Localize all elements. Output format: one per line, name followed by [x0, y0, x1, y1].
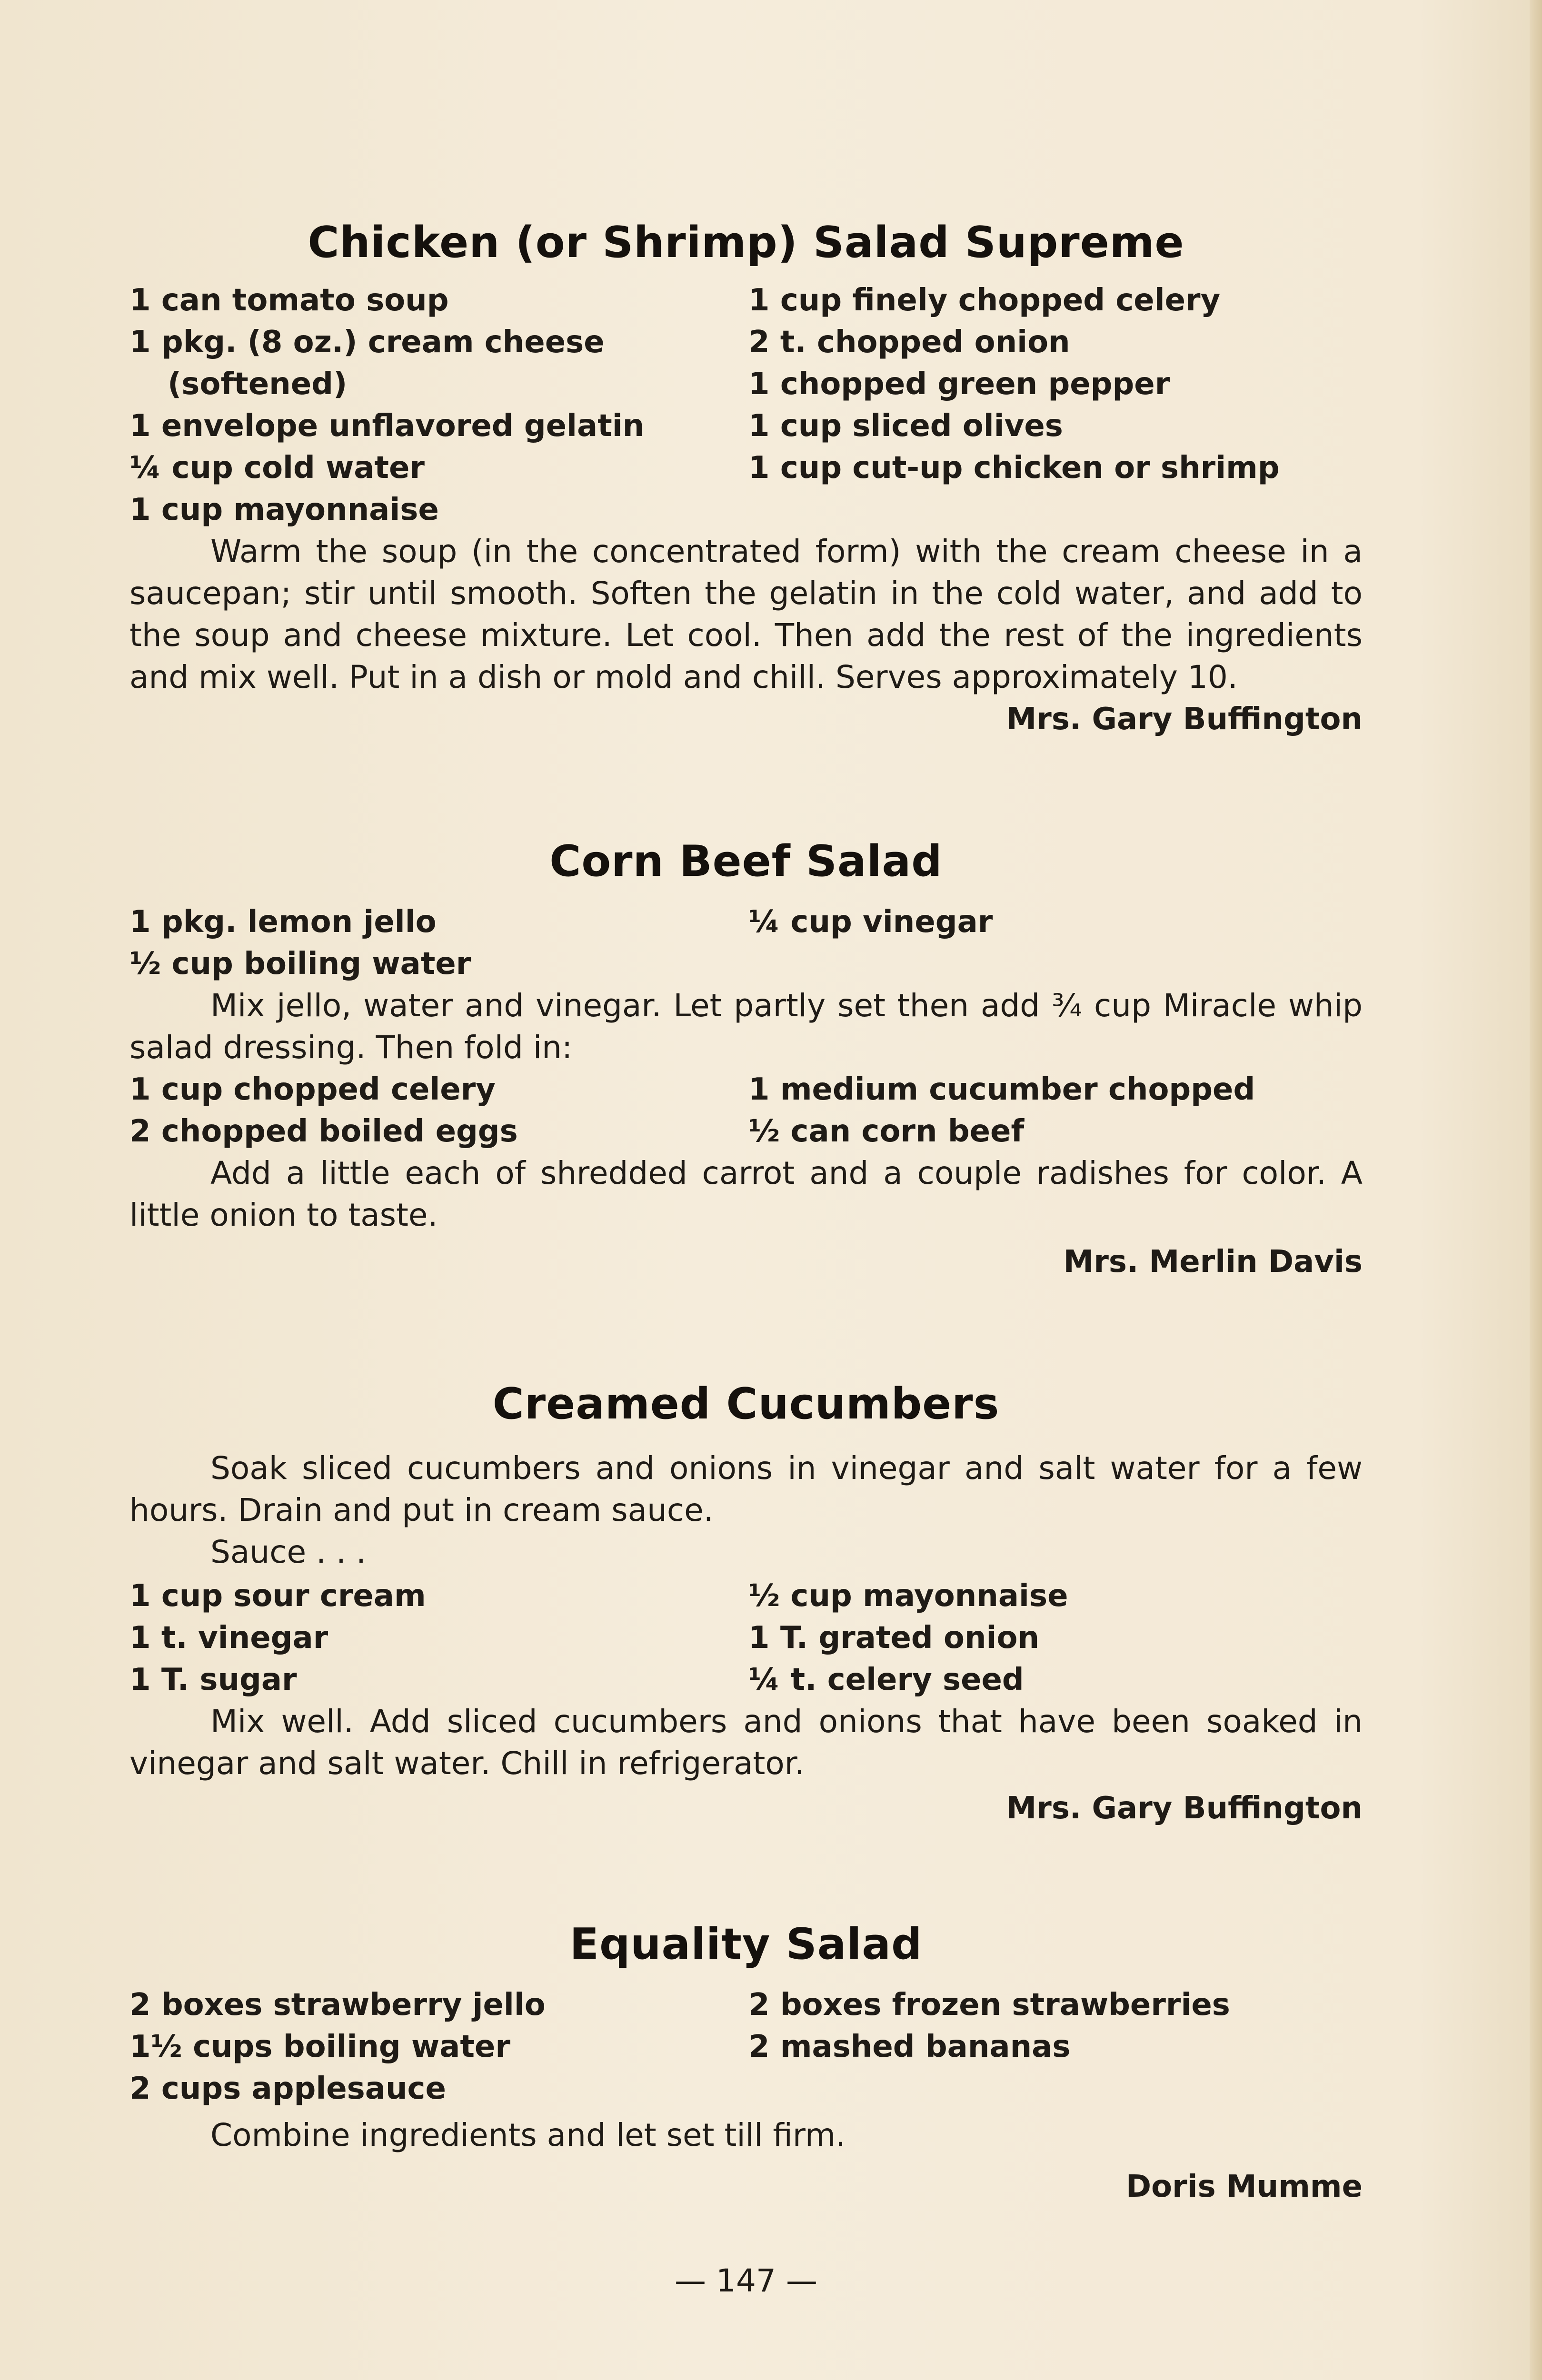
recipe-intro: Soak sliced cucumbers and onions in vinegar and salt water for a few hours. Drain and put in cream sauce. — [129, 1450, 1363, 1528]
ingredients-left — [129, 1984, 748, 2110]
ingredient: 1 pkg. lemon jello — [129, 904, 437, 940]
ingredient: 1 cup cut-up chicken or shrimp — [748, 450, 1280, 486]
ingredients-left — [129, 1575, 748, 1701]
ingredient: 1 cup sliced olives — [748, 408, 1063, 444]
ingredients-right — [748, 1069, 1363, 1152]
ingredient: 1½ cups boiling water — [129, 2029, 510, 2064]
recipe-corn-beef-salad — [129, 835, 1363, 1283]
ingredient: ¼ t. celery seed — [748, 1662, 1024, 1697]
ingredient: 1 t. vinegar — [129, 1620, 328, 1656]
recipe-directions: Mix jello, water and vinegar. Let partly set then add ¾ cup Miracle whip salad dressing. Then fold in: — [129, 987, 1363, 1066]
ingredient: 1 can tomato soup — [129, 283, 449, 318]
recipe-directions: Warm the soup (in the concentrated form) with the cream cheese in a saucepan; stir until smooth. Soften the gelatin in the cold water, and add to the soup and cheese mixture. Let cool. Then add the rest of the ingredients and mix well. Put in a dish or mold and chill. Serves approximately 10. — [129, 533, 1363, 695]
recipe-title: Chicken (or Shrimp) Salad Supreme — [308, 218, 1184, 268]
ingredient: ½ cup boiling water — [129, 946, 471, 982]
ingredient: 2 t. chopped onion — [748, 325, 1070, 360]
ingredients-left — [129, 279, 748, 531]
recipe-author: Doris Mumme — [1126, 2169, 1363, 2204]
ingredient: ½ can corn beef — [748, 1114, 1025, 1149]
ingredient: 1 T. grated onion — [748, 1620, 1039, 1656]
ingredients-left — [129, 1069, 748, 1152]
recipe-chicken-shrimp-salad — [129, 217, 1363, 740]
ingredient: 1 pkg. (8 oz.) cream cheese — [129, 325, 605, 360]
ingredients-right — [748, 279, 1363, 531]
sauce-label: Sauce . . . — [210, 1534, 366, 1570]
recipe-directions: Combine ingredients and let set till firm. — [210, 2117, 846, 2153]
recipe-directions-2: Add a little each of shredded carrot and a couple radishes for color. A little onion to taste. — [129, 1155, 1363, 1233]
ingredient: 1 cup mayonnaise — [129, 492, 439, 527]
ingredient: 2 boxes frozen strawberries — [748, 1987, 1230, 2023]
ingredients-right — [748, 901, 1363, 985]
recipe-equality-salad — [129, 1918, 1363, 2208]
recipe-title: Creamed Cucumbers — [492, 1379, 1000, 1429]
ingredient: ¼ cup cold water — [129, 450, 425, 486]
ingredient: 1 T. sugar — [129, 1662, 297, 1697]
ingredient-list — [129, 1575, 1363, 1701]
ingredient: 1 envelope unflavored gelatin — [129, 408, 645, 444]
ingredient: 2 cups applesauce — [129, 2071, 446, 2106]
recipe-title: Corn Beef Salad — [549, 836, 943, 886]
ingredient: 1 cup finely chopped celery — [748, 283, 1221, 318]
ingredient: 1 chopped green pepper — [748, 367, 1170, 402]
recipe-author: Mrs. Gary Buffington — [1006, 702, 1363, 737]
ingredients-left — [129, 901, 748, 985]
ingredient: 1 cup chopped celery — [129, 1072, 496, 1107]
ingredient: ¼ cup vinegar — [748, 904, 993, 940]
ingredient: 1 medium cucumber chopped — [748, 1072, 1255, 1107]
recipe-title: Equality Salad — [569, 1919, 923, 1969]
ingredient: (softened) — [168, 367, 348, 402]
page-edge — [1530, 0, 1542, 2380]
ingredient: 2 mashed bananas — [748, 2029, 1071, 2064]
recipe-author: Mrs. Merlin Davis — [1063, 1244, 1363, 1279]
ingredient-list-2 — [129, 1069, 1363, 1152]
ingredient-list — [129, 901, 1363, 985]
ingredient: 2 boxes strawberry jello — [129, 1987, 546, 2023]
ingredient-list — [129, 279, 1363, 531]
ingredient: 1 cup sour cream — [129, 1578, 426, 1614]
page-number: — 147 — — [675, 2262, 817, 2299]
ingredients-right — [748, 1575, 1363, 1701]
ingredient: 2 chopped boiled eggs — [129, 1114, 518, 1149]
ingredient-list — [129, 1984, 1363, 2110]
ingredients-right — [748, 1984, 1363, 2110]
recipe-directions: Mix well. Add sliced cucumbers and onions that have been soaked in vinegar and salt water. Chill in refrigerator. — [129, 1703, 1363, 1782]
recipe-creamed-cucumbers — [129, 1378, 1363, 1829]
ingredient: ½ cup mayonnaise — [748, 1578, 1068, 1614]
recipe-author: Mrs. Gary Buffington — [1006, 1791, 1363, 1826]
